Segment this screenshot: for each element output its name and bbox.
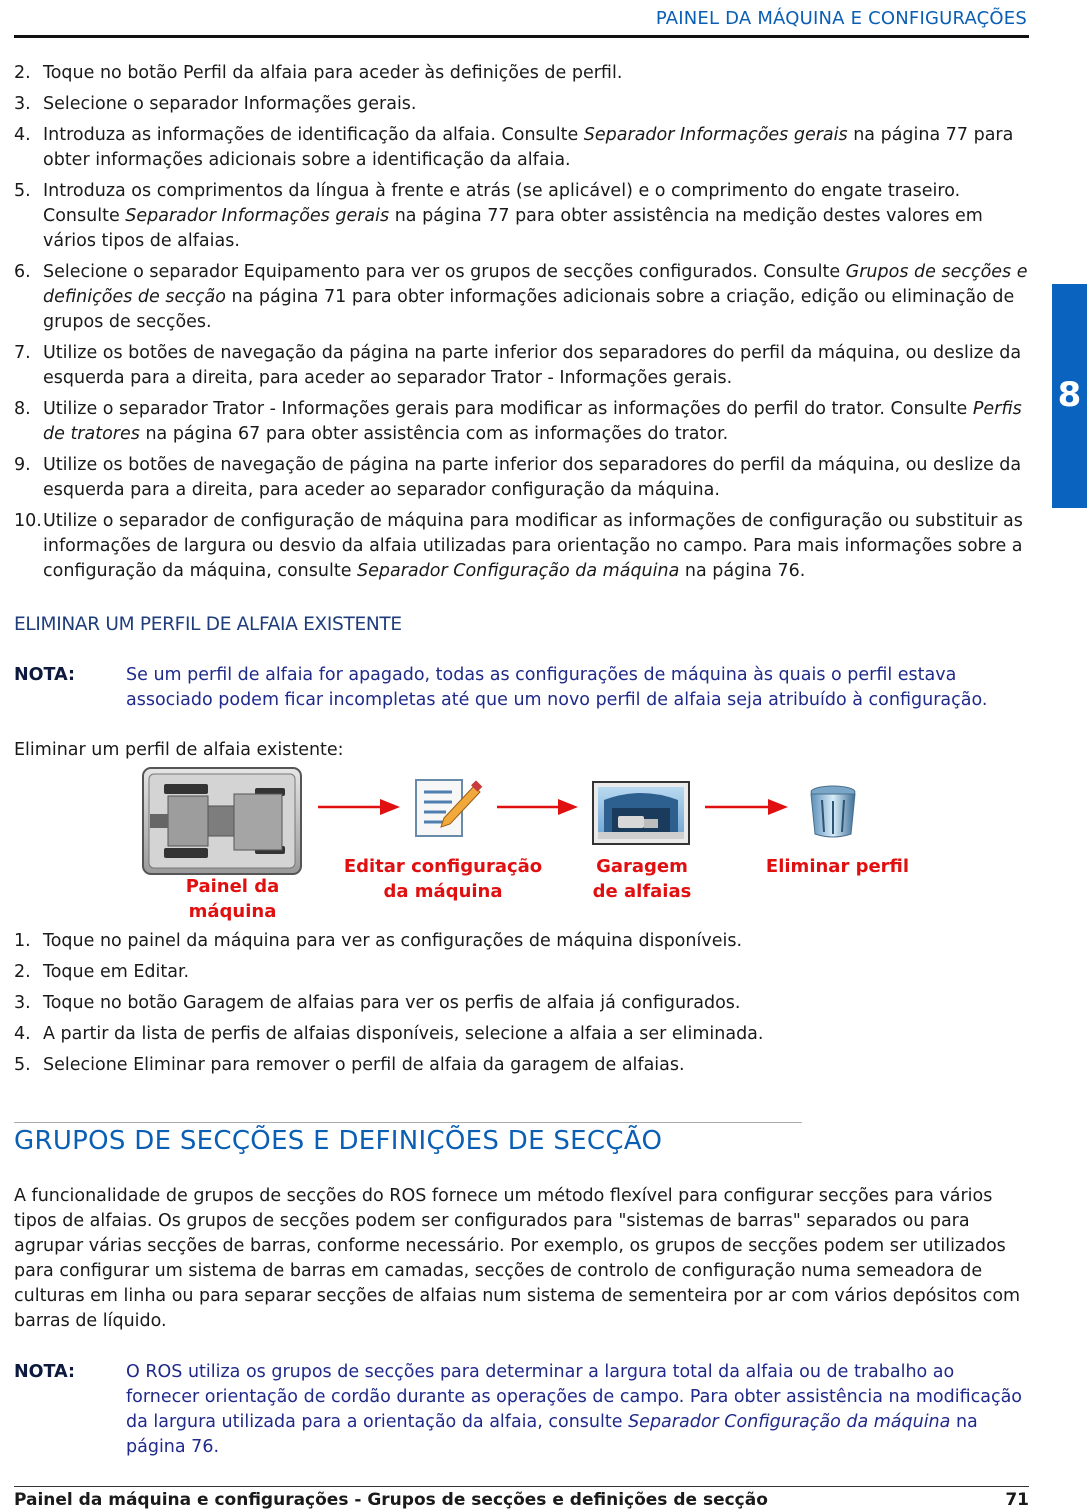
reference-link-text: Separador Configuração da máquina [628,1412,951,1432]
list-item [14,509,1034,584]
reference-link-text: Separador Configuração da máquina [357,561,680,581]
text-segment: Se um perfil de alfaia for apagado, todas as configurações de máquina às quais o perfil estava associado podem ficar incompletas até que um novo perfil de alfaia seja atribuído à configuração. [126,665,988,710]
arrow-icon [318,799,400,815]
arrow-icon [497,799,578,815]
step-label-implement-garage [572,854,712,904]
note-label: NOTA: [14,665,75,685]
note-text [126,663,1024,713]
reference-link-text: Grupos de secções e definições de secção [43,262,1028,307]
section-rule [14,1122,802,1123]
note-text [126,1360,1024,1460]
step-label-line: Garagem [596,856,688,877]
chapter-number: 8 [1057,375,1082,415]
text-segment: O ROS utiliza os grupos de secções para determinar a largura total da alfaia ou de trabalho ao fornecer orientação de cordão durante as operações de campo. Para obter assistência na modificação da largura utilizada para a orientação da alfaia, consulte [126,1362,1023,1432]
step-number: 4. [14,1024,31,1044]
list-item [14,92,1034,117]
footer-rule [14,1486,1029,1487]
text-segment: na página 77 para obter informações adicionais sobre a identificação da alfaia. [43,125,1014,170]
text-segment: Toque no botão Perfil da alfaia para aceder às definições de perfil. [43,63,623,83]
body-paragraph: A funcionalidade de grupos de secções do ROS fornece um método flexível para configurar secções para vários tipos de alfaias. Os grupos de secções podem ser configurados para "sistemas de barras" separados ou para agrupar várias secções de barras, conforme necessário. Por exemplo, os grupos de secções podem ser utilizados para configurar um sistema de barras em camadas, secções de controlo de configuração numa semeadora de culturas em linha ou para separar secções de alfaias num sistema de sementeira por ar com vários depósitos com barras de líquido. [14,1186,1021,1331]
step-label-edit-configuration [338,854,548,904]
list-item [14,1053,1034,1078]
list-item [14,960,1034,985]
text-segment: na página 71 para obter informações adicionais sobre a criação, edição ou eliminação de grupos de secções. [43,287,1015,332]
text-segment: na página 77 para obter assistência na medição destes valores em vários tipos de alfaias. [43,206,983,251]
step-number: 6. [14,262,31,282]
text-segment: Toque no painel da máquina para ver as configurações de máquina disponíveis. [43,931,743,951]
sub-heading: ELIMINAR UM PERFIL DE ALFAIA EXISTENTE [14,614,402,635]
steps-list-top [14,61,1034,590]
step-number: 7. [14,343,31,363]
step-number: 1. [14,931,31,951]
text-segment: Toque no botão Garagem de alfaias para ver os perfis de alfaia já configurados. [43,993,741,1013]
list-item [14,991,1034,1016]
step-label-machine-panel: Painel da máquina [185,876,280,922]
reference-link-text: Separador Informações gerais [583,125,848,145]
step-number: 3. [14,993,31,1013]
text-segment: Utilize o separador Trator - Informações gerais para modificar as informações do perfil do trator. Consulte [43,399,973,419]
note-label: NOTA: [14,1362,75,1382]
text-segment: Utilize os botões de navegação de página na parte inferior dos separadores do perfil da máquina, ou deslize da esquerda para a direita, para aceder ao separador configuração da máquina. [43,455,1022,500]
step-label-delete-profile: Eliminar perfil [765,856,910,877]
workflow-diagram [0,764,1087,922]
step-number: 8. [14,399,31,419]
text-segment: na página 67 para obter assistência com as informações do trator. [139,424,729,444]
footer-text: Painel da máquina e configurações - Grupos de secções e definições de secção [14,1490,768,1510]
list-item [14,453,1034,503]
text-segment: Introduza as informações de identificação da alfaia. Consulte [43,125,584,145]
step-label-line: da máquina [383,881,503,902]
section-title: GRUPOS DE SECÇÕES E DEFINIÇÕES DE SECÇÃO [14,1126,663,1156]
list-item [14,260,1034,335]
page-header-title: PAINEL DA MÁQUINA E CONFIGURAÇÕES [655,8,1027,29]
text-segment: Toque em Editar. [43,962,190,982]
reference-link-text: Separador Informações gerais [125,206,390,226]
step-number: 4. [14,125,31,145]
text-segment: Introduza os comprimentos da língua à frente e atrás (se aplicável) e o comprimento do engate traseiro. Consulte [43,181,961,226]
intro-text: Eliminar um perfil de alfaia existente: [14,740,344,760]
text-segment: na página 76. [679,561,806,581]
text-segment: Selecione o separador Informações gerais. [43,94,417,114]
steps-list-bottom [14,929,1034,1084]
step-number: 2. [14,962,31,982]
text-segment: Utilize o separador de configuração de máquina para modificar as informações de configuração ou substituir as informações de largura ou desvio da alfaia utilizadas para orientação no campo. Para mais informações sobre a configuração da máquina, consulte [43,511,1023,581]
list-item [14,341,1034,391]
step-label-line: de alfaias [592,881,692,902]
note-delete-profile [14,663,1024,713]
list-item [14,1022,1034,1047]
list-item [14,61,1034,86]
step-label-line: Editar configuração [343,856,543,877]
chapter-side-tab [1052,284,1087,508]
trash-can-icon [811,786,855,837]
step-number: 10. [14,511,42,531]
list-item [14,929,1034,954]
arrow-icon [705,799,788,815]
implement-garage-icon [593,782,689,844]
note-section-groups [14,1360,1024,1460]
header-rule [14,35,1029,38]
text-segment: Selecione Eliminar para remover o perfil de alfaia da garagem de alfaias. [43,1055,685,1075]
text-segment: Utilize os botões de navegação da página na parte inferior dos separadores do perfil da máquina, ou deslize da esquerda para a direita, para aceder ao separador Trator - Informações gerais. [43,343,1022,388]
step-number: 2. [14,63,31,83]
edit-configuration-icon [416,780,482,836]
text-segment: A partir da lista de perfis de alfaias disponíveis, selecione a alfaia a ser eliminada. [43,1024,764,1044]
step-number: 9. [14,455,31,475]
list-item [14,123,1034,173]
step-number: 3. [14,94,31,114]
machine-panel-icon [143,768,301,874]
list-item [14,179,1034,254]
list-item [14,397,1034,447]
step-number: 5. [14,181,31,201]
step-number: 5. [14,1055,31,1075]
footer-page-number: 71 [1005,1490,1029,1510]
text-segment: Selecione o separador Equipamento para ver os grupos de secções configurados. Consulte [43,262,846,282]
text-segment: na página 76. [126,1412,978,1457]
reference-link-text: Perfis de tratores [43,399,1022,444]
